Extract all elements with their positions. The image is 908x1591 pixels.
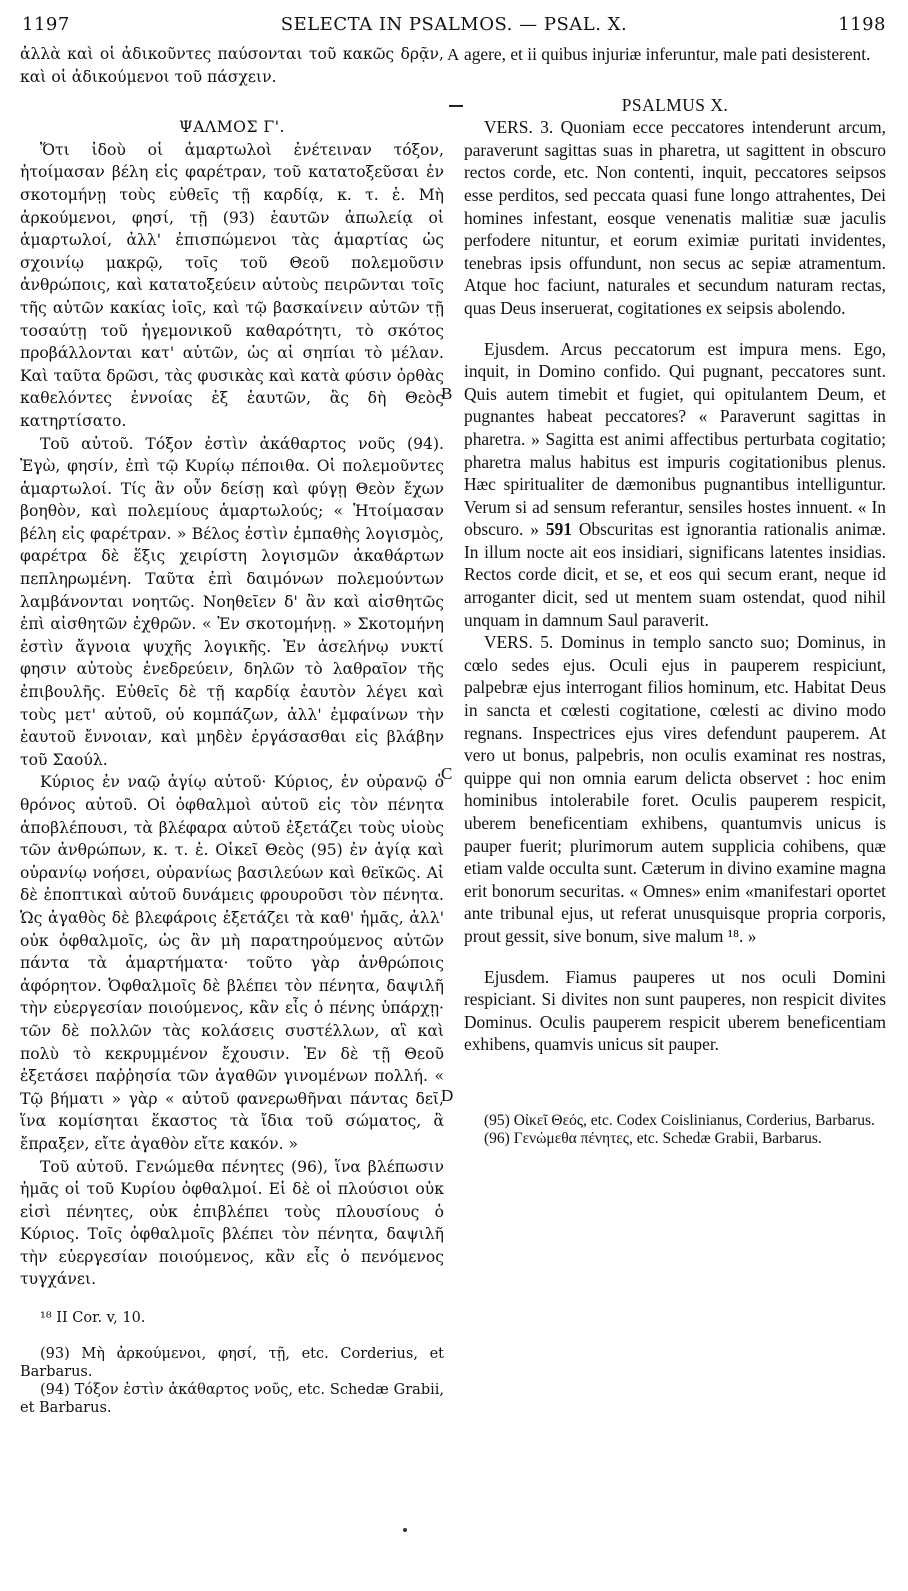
latin-intro: agere, et ii quibus injuriæ inferuntur, male pati desisterent. [464, 44, 871, 64]
latin-paragraph-2-part-2: Obscuritas est ignorantia rationalis animæ. In illum nocte ait eos insidiari, significans latentes insidias. Rectos corde dicit, et se, et eos qui secum erant, neque id arroganter dicit, sed ut mentem suam ostendat, quod nihil unquam in damnum Saul paraverit. [464, 519, 887, 630]
section-divider [449, 105, 463, 107]
latin-psalm-title: PSALMUS X. [621, 94, 729, 115]
greek-column [20, 43, 444, 1417]
page-number-right: 1198 [838, 14, 886, 35]
margin-marker-a: A [447, 45, 460, 64]
greek-paragraph-2: Τοῦ αὐτοῦ. Τόξον ἐστὶν ἀκάθαρτος νοῦς (94). Ἐγὼ, φησίν, ἐπὶ τῷ Κυρίῳ πέποιθα. Οἱ πολεμοῦντες ἁμαρτωλοί. Τίς ἂν οὖν δείσῃ καὶ φύγῃ Θεὸν ἔχων βοηθὸν, καὶ πολεμίους ἁμαρτωλούς; « Ἡτοίμασαν βέλη εἰς φαρέτραν. » Βέλος ἐστὶν ἐμπαθὴς λογισμὸς, φαρέτρα δὲ ἕξις χειρίστη λογισμῶν ἀκαθάρτων πεπληρωμένη. Ταῦτα ἐπὶ δαιμόνων πολεμούντων λαμβάνονται νοητῶς. Νοηθεῖεν δ' ἂν καὶ αἰσθητῶς ἐπὶ αἰσθητῶν ἐχθρῶν. « Ἐν σκοτομήνῃ. » Σκοτομήνη ἐστὶν ἄγνοια ψυχῆς λογικῆς. Ἐν ἀσελήνῳ νυκτί φησιν αὐτοὺς ἐνεδρεύειν, δηλῶν τὸ λαθραῖον τῆς ἐπιβουλῆς. Εὐθεῖς δὲ τῇ καρδίᾳ ἑαυτὸν λέγει καὶ τοὺς μετ' αὐτοῦ, οὐ κομπάζων, ἀλλ' ἐμφαίνων τὴν ἑαυτοῦ ἔννοιαν, καὶ μηδὲν ἐργάσασθαι εἰς βλάβην τοῦ Σαούλ. [20, 434, 444, 769]
greek-paragraph-4: Τοῦ αὐτοῦ. Γενώμεθα πένητες (96), ἵνα βλέπωσιν ἡμᾶς οἱ τοῦ Κυρίου ὀφθαλμοί. Εἰ δὲ οἱ πλούσιοι οὐκ εἰσὶ πένητες, οὐκ ἐπιβλέπει τοὺς πλουσίους ὁ Κύριος. Τοῖς ὀφθαλμοῖς βλέπει τὸν πένητα, δαψιλῆ τὴν εὐεργεσίαν ποιούμενος, κἂν εἷς ὁ πενόμενος τυγχάνει. [20, 1157, 444, 1289]
latin-paragraph-2-part-1: Ejusdem. Arcus peccatorum est impura mens. Ego, inquit, in Domino confido. Qui pugnant, peccatores sunt. Quis autem timebit et fugiet, qui opitulantem Deum, et pugnantes habeat peccatores? « Paraverunt sagittas in pharetra. » Sagitta est animi affectibus perturbata cogitatio; pharetra malus habitus est impuris cogitationibus plenus. Hæc spiritualiter de dæmonibus pugnantibus intelliguntur. Verum si ad sensum referantur, sensiles hostes innuent. « In obscuro. » [464, 338, 886, 540]
page-number-left: 1197 [22, 14, 70, 35]
bottom-dot [403, 1528, 407, 1532]
latin-paragraph-2 [464, 338, 886, 632]
greek-intro: ἀλλὰ καὶ οἱ ἀδικοῦντες παύσονται τοῦ κακῶς δρᾷν, καὶ οἱ ἀδικούμενοι τοῦ πάσχειν. [20, 45, 444, 86]
latin-paragraph-4: Ejusdem. Fiamus pauperes ut nos oculi Domini respiciant. Si divites non sunt pauperes, non respicit divites Dominus. Oculis pauperem respicit uberem beneficentiam exhibens, quamvis unicus sit pauper. [464, 966, 886, 1055]
greek-paragraph-1: Ὅτι ἰδοὺ οἱ ἁμαρτωλοὶ ἐνέτειναν τόξον, ἡτοίμασαν βέλη εἰς φαρέτραν, τοῦ κατατοξεῦσαι ἐν σκοτομήνῃ τοὺς εὐθεῖς τῇ καρδίᾳ, κ. τ. ἑ. Μὴ ἀρκούμενοι, φησί, τῇ (93) ἑαυτῶν ἀπωλείᾳ οἱ ἁμαρτωλοί, ἀλλ' ἐπισπώμενοι τὰς ἁμαρτίας ὡς σχοινίῳ μακρῷ, τοῖς τοῦ Θεοῦ πολεμοῦσιν ἀνθρώποις, καὶ κατατοξεύειν αὐτοὺς πειρῶνται τοῖς τῆς αὐτῶν κακίας ἰοῖς, καὶ τῷ βασκαίνειν αὐτῶν τῇ τοσαύτῃ τοῦ ἡγεμονικοῦ καθαρότητι, τὸ σκότος προβάλλονται κατ' αὐτῶν, ὡς αἱ σηπίαι τὸ μέλαν. Καὶ ταῦτα δρῶσι, τὰς φυσικὰς καὶ κατὰ φύσιν ὀρθὰς καθελόντες ἐννοίας ἐξ ἑαυτῶν, ἃς δὴ Θεὸς κατηρτίσατο. [20, 140, 444, 430]
greek-psalm-title: ΨΑΛΜΟΣ Γ'. [179, 118, 285, 137]
footnote-95: (95) Οἰκεῖ Θεός, etc. Codex Coislinianus, Corderius, Barbarus. [484, 1111, 875, 1129]
footnote-94: (94) Τόξον ἐστὶν ἀκάθαρτος νοῦς, etc. Schedæ Grabii, et Barbarus. [20, 1382, 444, 1417]
page-header [22, 14, 886, 40]
scripture-footnote: ¹⁸ II Cor. v, 10. [40, 1310, 146, 1327]
margin-marker-b: B [441, 384, 453, 403]
footnote-93: (93) Μὴ ἀρκούμενοι, φησί, τῇ, etc. Corderius, et Barbarus. [20, 1346, 444, 1381]
greek-paragraph-3: Κύριος ἐν ναῷ ἁγίῳ αὐτοῦ· Κύριος, ἐν οὐρανῷ ὁ θρόνος αὐτοῦ. Οἱ ὀφθαλμοὶ αὐτοῦ εἰς τὸν πένητα ἀποβλέπουσι, τὰ βλέφαρα αὐτοῦ ἐξετάζει τοὺς υἱοὺς τῶν ἀνθρώπων, κ. τ. ἑ. Οἰκεῖ Θεὸς (95) ἐν ἁγίᾳ καὶ οὐρανίῳ νοήσει, οὐρανίως βασιλεύων καὶ θεϊκῶς. Αἱ δὲ ἐποπτικαὶ αὐτοῦ δυνάμεις φρουροῦσι τὸν πένητα. Ὡς ἀγαθὸς δὲ βλεφάροις ἐξετάζει τὰ καθ' ἡμᾶς, ἀλλ' οὐκ ὀφθαλμοῖς, ὡς ἂν μὴ παρατηρούμενος αὐτῶν πάντα τὰ ἁμαρτήματα· τοῦτο γὰρ ἀνθρώποις ἀφόρητον. Ὀφθαλμοῖς δὲ βλέπει τὸν πένητα, δαψιλῆ τὴν εὐεργεσίαν ποιούμενος, κἂν εἷς ὁ πένης ὑπάρχῃ· τῶν δὲ πολλῶν τὰς κολάσεις συστέλλων, αἳ καὶ πολὺ τὸ κεκρυμμένον ἔχουσιν. Ἐν δὲ τῇ Θεοῦ ἐξετάσει παῤῥησία τῶν ἀγαθῶν γινομένων πολλή. « Τῷ βήματι » γὰρ « αὐτοῦ φανερωθῆναι πάντας δεῖ, ἵνα κομίσηται ἕκαστος τὰ ἴδια τοῦ σώματος, ἃ ἔπραξεν, εἴτε ἀγαθὸν εἴτε κακόν. » [20, 773, 444, 1153]
margin-marker-c: C [441, 764, 453, 783]
running-title: SELECTA IN PSALMOS. — PSAL. X. [280, 14, 628, 35]
margin-marker-d: D [441, 1086, 454, 1105]
latin-paragraph-3: VERS. 5. Dominus in templo sancto suo; Dominus, in cœlo sedes ejus. Oculi ejus in pauperem respiciunt, palpebræ ejus interrogant filios hominum, etc. Habitat Deus in sancta et cœlesti cogitatione, cœlesti ac divino modo regnans. Inspectrices ejus vires defendunt pauperem. At vero ut bonus, palpebris, non oculis examinat res nostras, quippe qui non omnia earum delicta observet : hoc enim hominibus intolerabile foret. Oculis pauperem respicit, uberem beneficentiam exhibens, quantumvis unicus is pauper fuerit; plurimorum autem supplicia cohibens, quæ etiam valde occulta sunt. Cæterum in divino examine magna erit bonorum securitas. « Omnes» enim «manifestari oportet ante tribunal ejus, ut referat unusquisque propria corporis, prout gessit, sive bonum, sive malum ¹⁸. » [464, 632, 886, 946]
column-number: 591 [545, 519, 572, 540]
footnote-96: (96) Γενώμεθα πένητες, etc. Schedæ Grabii, Barbarus. [484, 1129, 822, 1147]
latin-column [464, 43, 886, 1148]
latin-paragraph-1: VERS. 3. Quoniam ecce peccatores intenderunt arcum, paraverunt sagittas suas in pharetra, ut sagittent in obscuro rectos corde, etc. Non contenti, inquit, peccatores seipsos esse perditos, sed peccata quasi fune longo attrahentes, Dei homines infestant, eosque venenatis malitiæ suæ jaculis perfodere nituntur, et eorum eximiæ puritati invidentes, tenebras ipsis offundunt, non secus ac sepiæ atramentum. Atque hoc faciunt, naturales et secundum naturam rectas, quas Deus inseruerat, cogitationes ex seipsis abolendo. [464, 117, 886, 318]
